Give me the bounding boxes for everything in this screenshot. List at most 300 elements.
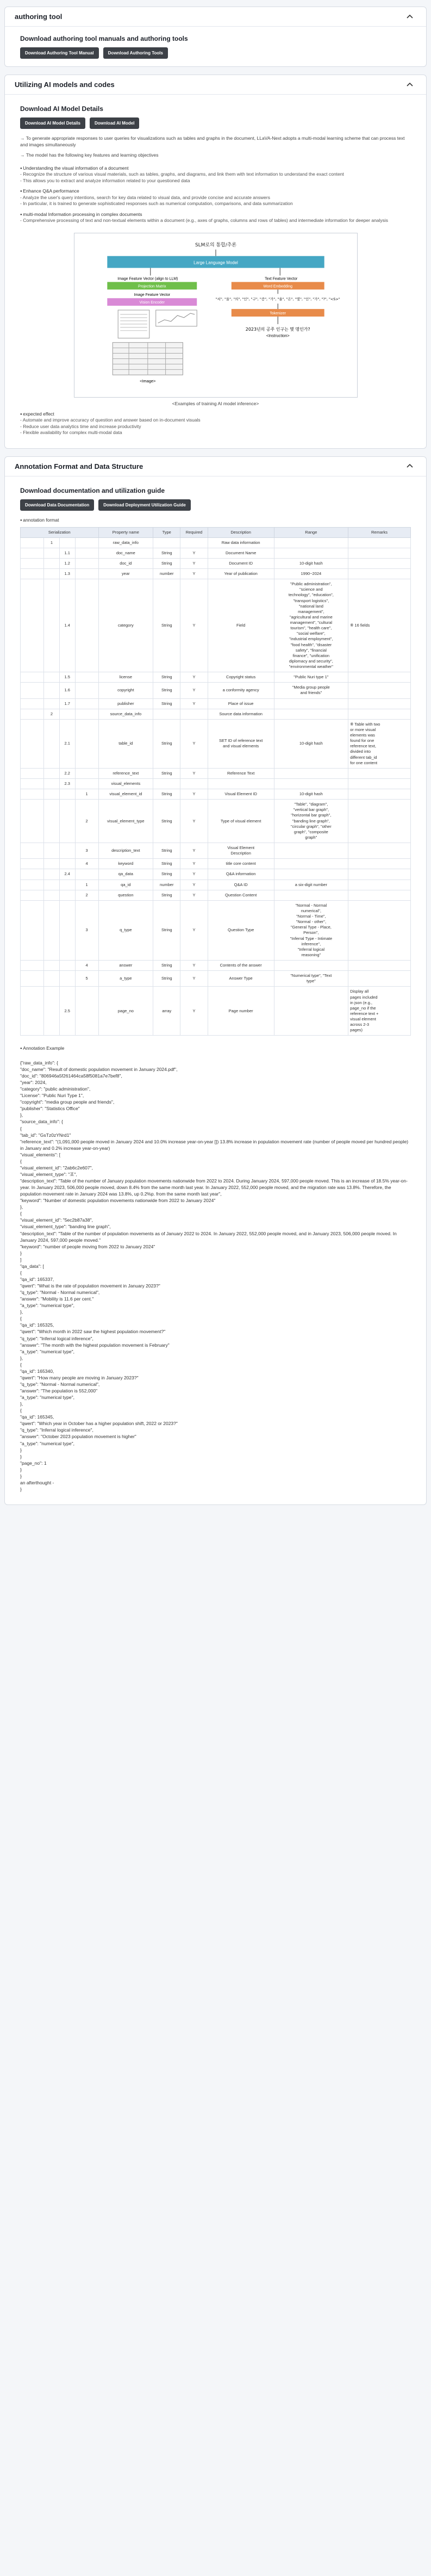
json-line: }, xyxy=(20,1112,23,1118)
table-cell xyxy=(153,709,180,719)
json-line: "a_type": "numerical type", xyxy=(20,1395,74,1401)
json-line: "a_type": "numerical type", xyxy=(20,1440,74,1446)
table-row xyxy=(21,569,411,579)
table-header-row xyxy=(21,527,411,537)
table-cell: Document Name xyxy=(208,548,274,558)
table-cell xyxy=(59,789,75,800)
json-line: "category": "public administration", xyxy=(20,1086,91,1092)
table-cell: 2.5 xyxy=(59,987,75,1036)
table-cell xyxy=(44,843,60,859)
col-header: Remarks xyxy=(348,527,411,537)
table-cell: 1990~2024 xyxy=(274,569,348,579)
json-line: { xyxy=(20,1316,22,1322)
table-cell xyxy=(274,768,348,778)
table-cell xyxy=(59,900,75,960)
llm-label: Large Language Model xyxy=(193,260,238,265)
table-cell: "Public Nuri type 1" xyxy=(274,672,348,683)
table-cell: String xyxy=(153,672,180,683)
table-cell xyxy=(274,987,348,1036)
feature-title: ● Enhance Q&A performance xyxy=(20,188,411,194)
table-cell xyxy=(59,537,75,548)
table-cell xyxy=(153,778,180,789)
table-cell: Q&A ID xyxy=(208,880,274,890)
table-cell xyxy=(21,569,44,579)
json-line: } xyxy=(20,1447,22,1453)
ai-models-header[interactable] xyxy=(5,75,426,95)
table-cell: number xyxy=(153,569,180,579)
json-line: "qa_id": 165340, xyxy=(20,1368,54,1374)
download-authoring-tools-button[interactable]: Download Authoring Tools xyxy=(103,47,168,59)
json-line: "qwert": "Which year in October has a higher population shift, 2022 or 2023?" xyxy=(20,1421,178,1427)
table-cell xyxy=(180,778,208,789)
table-cell: 3 xyxy=(75,900,98,960)
json-line: "source_data_info": { xyxy=(20,1119,63,1125)
table-cell: 2.1 xyxy=(59,719,75,768)
table-cell xyxy=(180,537,208,548)
table-cell: String xyxy=(153,768,180,778)
table-cell: 10-digit hash xyxy=(274,789,348,800)
json-line: "description_text": "Table of the number of January population movements nationwide from 2022 to 2024. During January 2024, 597,000 people moved. This is an increase of 18.5% year-on-year. In January 2023, 506,000 people moved, down 8.4% from the same month last year. In January 2022, 552,000 people moved, and the migration rate was 13.8%. Therefore, the population movement rate in January 2024 was 13.8%, up 0.2%p. from the same month last year", xyxy=(20,1178,408,1197)
table-cell: visual_element_type xyxy=(98,800,153,843)
table-cell xyxy=(274,709,348,719)
table-cell: "Media group people and friends" xyxy=(274,683,348,698)
table-cell xyxy=(75,869,98,880)
table-cell: description_text xyxy=(98,843,153,859)
table-cell xyxy=(21,859,44,869)
instruction-text: <Instruction> xyxy=(266,333,290,338)
table-cell: 10-digit hash xyxy=(274,719,348,768)
collapse-chevron-up-icon[interactable] xyxy=(403,78,416,91)
table-cell xyxy=(75,558,98,568)
table-cell xyxy=(348,880,411,890)
table-cell: Y xyxy=(180,900,208,960)
table-cell: Visual Element ID xyxy=(208,789,274,800)
training-inference-diagram xyxy=(74,233,358,398)
table-row xyxy=(21,548,411,558)
table-row xyxy=(21,971,411,987)
table-cell xyxy=(348,961,411,971)
json-line: "visual_element_id": "2ab6c2e607", xyxy=(20,1165,93,1171)
table-cell xyxy=(21,768,44,778)
table-cell xyxy=(348,890,411,900)
table-cell: "Table", "diagram", "vertical bar graph", "horizontal bar graph", "banding line graph", "circular graph", "other graph", "composite graph" xyxy=(274,800,348,843)
table-cell: Y xyxy=(180,768,208,778)
feature-block xyxy=(20,188,411,207)
table-cell xyxy=(44,987,60,1036)
table-cell xyxy=(348,971,411,987)
table-cell: 1.3 xyxy=(59,569,75,579)
effect-line: - Flexible availability for complex multi-modal data xyxy=(20,430,122,436)
table-cell xyxy=(44,961,60,971)
table-cell xyxy=(21,890,44,900)
table-cell: Display all pages included in json (e.g., page_no if the reference text + visual element across 2-3 pages) xyxy=(348,987,411,1036)
word-embedding-label: Word Embedding xyxy=(263,284,292,288)
table-cell: String xyxy=(153,971,180,987)
json-line: } xyxy=(20,1250,22,1256)
table-cell xyxy=(44,900,60,960)
table-cell: keyword xyxy=(98,859,153,869)
table-cell: Copyright status xyxy=(208,672,274,683)
table-cell: SET ID of reference text and visual elements xyxy=(208,719,274,768)
table-cell xyxy=(274,548,348,558)
table-cell: 1.4 xyxy=(59,579,75,672)
feature-title: ● Understanding the visual information of a document xyxy=(20,165,411,171)
json-line: "q_type": "Inferral logical inference", xyxy=(20,1335,93,1341)
table-cell: Y xyxy=(180,859,208,869)
table-cell: String xyxy=(153,869,180,880)
json-line: } xyxy=(20,1473,22,1479)
table-cell xyxy=(59,800,75,843)
ai-model-heading: Download AI Model Details xyxy=(20,105,103,113)
table-cell: Y xyxy=(180,890,208,900)
json-line: "keyword": "number of people moving from 2022 to January 2024" xyxy=(20,1243,155,1249)
table-cell: Y xyxy=(180,579,208,672)
table-cell xyxy=(21,789,44,800)
json-line: ] xyxy=(20,1256,22,1262)
feature-block xyxy=(20,165,411,184)
table-cell: Place of issue xyxy=(208,698,274,709)
annotation-title: Annotation Format and Data Structure xyxy=(15,462,143,470)
table-cell: doc_id xyxy=(98,558,153,568)
ifv2-label: Image Feature Vector xyxy=(133,293,170,297)
tokenizer-label: Tokenizer xyxy=(269,311,286,315)
table-cell xyxy=(59,961,75,971)
table-cell: 3 xyxy=(75,843,98,859)
download-utilization-guide-button[interactable]: Download Deployment Utilization Guide xyxy=(98,499,191,511)
table-cell: Y xyxy=(180,558,208,568)
table-cell xyxy=(21,843,44,859)
feature-line: - In particular, it is trained to generate sophisticated responses such as numerical computation, comparisons, and data summarization xyxy=(20,201,293,207)
table-cell: Y xyxy=(180,719,208,768)
download-ai-model-button[interactable]: Download AI Model xyxy=(90,117,139,129)
table-cell xyxy=(274,890,348,900)
json-line: }, xyxy=(20,1309,23,1315)
table-cell: "Numerical type", "Text type" xyxy=(274,971,348,987)
table-cell xyxy=(21,900,44,960)
json-line: "answer": "The month with the highest population movement is February" xyxy=(20,1342,170,1348)
table-cell xyxy=(21,698,44,709)
table-cell: visual_elements xyxy=(98,778,153,789)
table-cell: Type of visual element xyxy=(208,800,274,843)
json-line: "copyright": "media group people and friends", xyxy=(20,1099,115,1105)
table-row xyxy=(21,709,411,719)
json-line: "qa_id": 165345, xyxy=(20,1414,54,1420)
image-label: <Image> xyxy=(139,378,156,383)
table-cell xyxy=(44,548,60,558)
table-cell xyxy=(21,987,44,1036)
table-cell xyxy=(348,778,411,789)
table-cell xyxy=(44,789,60,800)
json-line: { xyxy=(20,1158,22,1164)
json-line: } xyxy=(20,1453,22,1459)
table-cell xyxy=(75,537,98,548)
table-cell: String xyxy=(153,558,180,568)
ifv-label: Image Feature Vector (align to LLM) xyxy=(117,276,178,281)
table-cell: 4 xyxy=(75,961,98,971)
table-cell xyxy=(44,859,60,869)
table-cell: Y xyxy=(180,548,208,558)
feature-line: - Analyze the user's query intentions, search for key data related to visual data, and provide concise and accurate answers xyxy=(20,194,270,200)
table-cell: Document ID xyxy=(208,558,274,568)
collapse-chevron-up-icon[interactable] xyxy=(403,10,416,23)
json-line: }, xyxy=(20,1355,23,1361)
json-line: "q_type": "Normal - Normal numerical", xyxy=(20,1381,100,1387)
annotation-heading: Download documentation and utilization guide xyxy=(20,486,165,494)
authoring-tool-panel xyxy=(4,7,427,67)
col-header: Range xyxy=(274,527,348,537)
json-line: "answer": "The population is 552,000" xyxy=(20,1388,98,1394)
annotation-header[interactable] xyxy=(5,457,426,476)
table-cell: Y xyxy=(180,961,208,971)
table-row xyxy=(21,869,411,880)
table-cell: Contents of the answer xyxy=(208,961,274,971)
ai-models-panel xyxy=(4,75,427,449)
table-cell xyxy=(21,869,44,880)
table-cell: Question Type xyxy=(208,900,274,960)
table-cell: Y xyxy=(180,880,208,890)
table-cell: String xyxy=(153,683,180,698)
json-line: {"raw_data_info": { xyxy=(20,1060,58,1066)
json-line: { xyxy=(20,1270,22,1275)
table-cell: String xyxy=(153,698,180,709)
table-cell xyxy=(348,569,411,579)
table-cell: Year of publication xyxy=(208,569,274,579)
feature-line: - This allows you to extract and analyze information related to your questioned data xyxy=(20,177,190,183)
table-cell: 5 xyxy=(75,971,98,987)
table-cell: Y xyxy=(180,869,208,880)
table-row xyxy=(21,683,411,698)
table-row xyxy=(21,859,411,869)
table-cell: 2.2 xyxy=(59,768,75,778)
annotation-example-label: ● Annotation Example xyxy=(20,1045,411,1051)
table-cell xyxy=(274,843,348,859)
table-cell xyxy=(153,537,180,548)
table-cell xyxy=(59,859,75,869)
table-cell: table_id xyxy=(98,719,153,768)
table-cell: a conformity agency xyxy=(208,683,274,698)
json-line: "qa_id": 165337, xyxy=(20,1276,54,1282)
table-cell xyxy=(274,859,348,869)
authoring-heading: Download authoring tool manuals and authoring tools xyxy=(20,35,188,42)
table-cell: String xyxy=(153,800,180,843)
table-cell xyxy=(21,778,44,789)
feature-line: - Comprehensive processing of text and non-textual elements within a document (e.g., axes of graphs, columns and rows of tables) and intermediate information for deeper analysis xyxy=(20,218,389,224)
table-cell: Y xyxy=(180,971,208,987)
col-header: Description xyxy=(208,527,274,537)
json-line: "year": 2024, xyxy=(20,1080,47,1086)
table-cell xyxy=(21,537,44,548)
table-cell: 1.2 xyxy=(59,558,75,568)
tfv-label: Text Feature Vector xyxy=(264,276,297,281)
table-cell xyxy=(44,683,60,698)
authoring-tool-header[interactable] xyxy=(5,7,426,27)
json-line: "a_type": "numerical type", xyxy=(20,1348,74,1354)
table-cell: 4 xyxy=(75,859,98,869)
table-cell: Y xyxy=(180,987,208,1036)
feature-title: ● multi-modal Information processing in complex documents xyxy=(20,212,411,218)
table-cell: publisher xyxy=(98,698,153,709)
table-cell: page_no xyxy=(98,987,153,1036)
table-row xyxy=(21,579,411,672)
table-cell xyxy=(348,768,411,778)
table-row xyxy=(21,800,411,843)
table-cell xyxy=(274,698,348,709)
table-cell: String xyxy=(153,579,180,672)
col-header: Serialization xyxy=(21,527,99,537)
table-cell: String xyxy=(153,961,180,971)
json-line: "doc_name": "Result of domestic population movement in January 2024.pdf", xyxy=(20,1066,178,1072)
json-line: } xyxy=(20,1466,22,1472)
table-cell xyxy=(348,859,411,869)
table-cell: visual_element_id xyxy=(98,789,153,800)
collapse-chevron-up-icon[interactable] xyxy=(403,460,416,473)
table-cell: title core content xyxy=(208,859,274,869)
diagram-top-text: SLM로의 통합/추론 xyxy=(195,242,236,248)
table-cell: doc_name xyxy=(98,548,153,558)
table-cell xyxy=(75,579,98,672)
vision-encoder-label: Vision Encoder xyxy=(139,300,165,305)
table-cell: category xyxy=(98,579,153,672)
table-cell xyxy=(59,843,75,859)
table-cell xyxy=(75,698,98,709)
table-cell: String xyxy=(153,890,180,900)
table-row xyxy=(21,537,411,548)
table-cell xyxy=(21,800,44,843)
table-cell: 1 xyxy=(75,789,98,800)
json-line: "answer": "October 2023 population movement is higher" xyxy=(20,1434,136,1440)
json-line: { xyxy=(20,1211,22,1217)
table-cell: 2.3 xyxy=(59,778,75,789)
table-cell xyxy=(21,683,44,698)
table-cell xyxy=(44,569,60,579)
table-row xyxy=(21,672,411,683)
annotation-panel xyxy=(4,456,427,1505)
table-cell xyxy=(274,961,348,971)
annotation-example-json xyxy=(20,1060,411,1493)
table-cell: 1 xyxy=(44,537,60,548)
table-cell xyxy=(75,987,98,1036)
table-cell: 1.1 xyxy=(59,548,75,558)
table-cell xyxy=(21,558,44,568)
json-line: an afterthought - xyxy=(20,1479,54,1485)
table-cell xyxy=(21,672,44,683)
table-cell xyxy=(180,709,208,719)
table-cell xyxy=(348,789,411,800)
json-line: { xyxy=(20,1125,22,1131)
json-line: "qwert": "Which month in 2022 saw the highest population movement?" xyxy=(20,1329,166,1335)
annotation-format-label: ● annotation format xyxy=(20,517,411,523)
table-cell: String xyxy=(153,719,180,768)
table-cell: String xyxy=(153,789,180,800)
col-header: Property name xyxy=(98,527,153,537)
json-line: "page_no": 1 xyxy=(20,1460,47,1466)
table-cell: Y xyxy=(180,800,208,843)
table-cell: 2.4 xyxy=(59,869,75,880)
table-cell xyxy=(59,890,75,900)
table-cell xyxy=(348,709,411,719)
table-cell: Answer Type xyxy=(208,971,274,987)
table-cell: source_data_info xyxy=(98,709,153,719)
table-cell xyxy=(348,683,411,698)
table-cell: a six-digit number xyxy=(274,880,348,890)
table-row xyxy=(21,880,411,890)
table-cell: copyright xyxy=(98,683,153,698)
table-cell: a_type xyxy=(98,971,153,987)
table-cell xyxy=(44,971,60,987)
table-cell xyxy=(75,778,98,789)
table-cell xyxy=(348,537,411,548)
table-cell: 1 xyxy=(75,880,98,890)
table-cell xyxy=(21,548,44,558)
json-line: "visual_element_type": "banding line graph", xyxy=(20,1224,111,1230)
table-cell: String xyxy=(153,859,180,869)
table-cell xyxy=(348,548,411,558)
table-row xyxy=(21,890,411,900)
table-cell xyxy=(21,709,44,719)
table-cell xyxy=(44,890,60,900)
table-cell: Source data information xyxy=(208,709,274,719)
table-cell: 2 xyxy=(75,890,98,900)
table-cell xyxy=(75,709,98,719)
expected-effect-block xyxy=(20,411,411,436)
json-line: "reference_text": "(1,091,000 people moved in January 2024 and 10.0% increase year-on-year []) 13.8% increase in population movement rate (number of people moved per hundred people) in January and 0.2% increase year-on-year) xyxy=(20,1138,409,1151)
table-row xyxy=(21,768,411,778)
table-cell xyxy=(75,672,98,683)
table-cell: Raw data information xyxy=(208,537,274,548)
table-cell: Visual Element Description xyxy=(208,843,274,859)
json-line: "q_type": "Inferral logical inference", xyxy=(20,1427,93,1433)
json-line: "publisher": "Statistics Office" xyxy=(20,1106,80,1112)
table-cell xyxy=(44,800,60,843)
download-data-documentation-button[interactable]: Download Data Documentation xyxy=(20,499,94,511)
expected-effect-title: ● expected effect xyxy=(20,411,411,417)
table-cell: qa_data xyxy=(98,869,153,880)
table-cell xyxy=(21,719,44,768)
table-cell: 1.5 xyxy=(59,672,75,683)
table-cell xyxy=(44,672,60,683)
json-line: "a_type": "numerical type", xyxy=(20,1303,74,1309)
download-ai-details-button[interactable]: Download AI Model Details xyxy=(20,117,85,129)
table-row xyxy=(21,778,411,789)
annotation-format-table xyxy=(20,527,411,1036)
table-cell: reference_text xyxy=(98,768,153,778)
table-cell xyxy=(208,778,274,789)
table-cell xyxy=(75,768,98,778)
json-line: "qwert": "What is the rate of population movement in January 2023?" xyxy=(20,1283,160,1289)
table-cell xyxy=(348,558,411,568)
table-cell: Y xyxy=(180,569,208,579)
table-cell: year xyxy=(98,569,153,579)
table-row xyxy=(21,698,411,709)
json-line: }, xyxy=(20,1401,23,1407)
effect-line: - Reduce user data analytics time and increase productivity xyxy=(20,423,141,429)
table-cell xyxy=(348,672,411,683)
table-cell: Q&A information xyxy=(208,869,274,880)
feature-block xyxy=(20,212,411,224)
json-line: "visual_elements": [ xyxy=(20,1151,61,1157)
download-authoring-manual-button[interactable]: Download Authoring Tool Manual xyxy=(20,47,99,59)
json-line: "q_type": "Normal - Normal numerical", xyxy=(20,1290,100,1296)
table-cell xyxy=(75,683,98,698)
col-header: Type xyxy=(153,527,180,537)
json-line: "answer": "Mobility is 11.6 per cent." xyxy=(20,1296,94,1302)
table-row xyxy=(21,789,411,800)
table-cell xyxy=(21,961,44,971)
json-line: } xyxy=(20,1486,22,1492)
table-cell: String xyxy=(153,548,180,558)
table-row xyxy=(21,900,411,960)
table-cell: ※ 16 fields xyxy=(348,579,411,672)
